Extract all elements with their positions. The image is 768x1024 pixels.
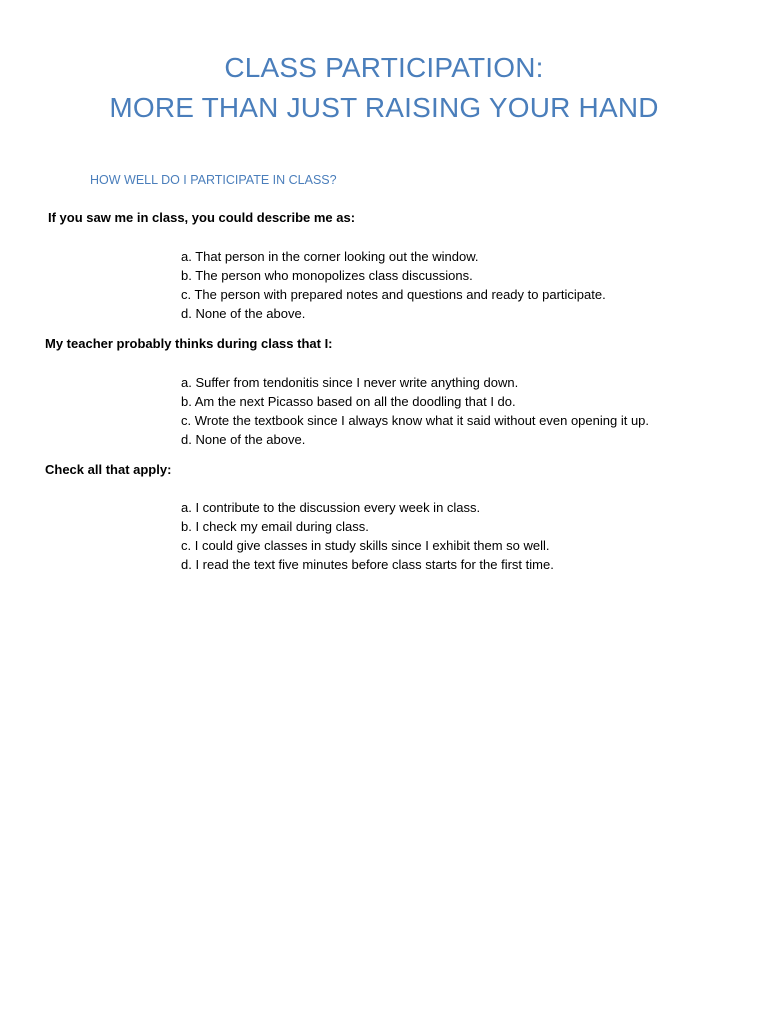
question-3-option-b: b. I check my email during class. <box>181 519 369 534</box>
question-3-prompt: Check all that apply: <box>45 462 172 477</box>
question-3-options <box>181 498 554 574</box>
question-2-option-d: d. None of the above. <box>181 432 306 447</box>
question-1-option-b: b. The person who monopolizes class discussions. <box>181 268 473 283</box>
question-1-option-a: a. That person in the corner looking out the window. <box>181 249 479 264</box>
question-1-options <box>181 247 606 323</box>
question-2-options <box>181 373 649 449</box>
question-3-option-d: d. I read the text five minutes before class starts for the first time. <box>181 557 554 572</box>
question-2-option-c: c. Wrote the textbook since I always know what it said without even opening it up. <box>181 413 650 428</box>
question-2-option-b: b. Am the next Picasso based on all the doodling that I do. <box>181 394 516 409</box>
section-heading: HOW WELL DO I PARTICIPATE IN CLASS? <box>90 173 337 187</box>
question-2-option-a: a. Suffer from tendonitis since I never write anything down. <box>181 375 519 390</box>
page-title-line-1: CLASS PARTICIPATION: <box>224 52 544 83</box>
question-3-option-c: c. I could give classes in study skills since I exhibit them so well. <box>181 538 550 553</box>
question-3-option-a: a. I contribute to the discussion every week in class. <box>181 500 481 515</box>
page-title-line-2: MORE THAN JUST RAISING YOUR HAND <box>109 92 659 123</box>
question-1-prompt: If you saw me in class, you could describe me as: <box>48 210 356 225</box>
question-2-prompt: My teacher probably thinks during class that I: <box>45 336 333 351</box>
question-1-option-c: c. The person with prepared notes and questions and ready to participate. <box>181 287 606 302</box>
question-1-option-d: d. None of the above. <box>181 306 306 321</box>
